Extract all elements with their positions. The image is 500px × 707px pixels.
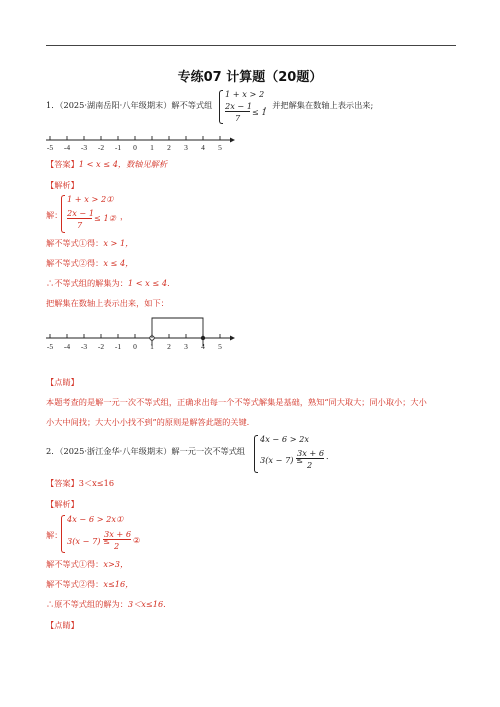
q1-axis-tick-label-0: 0 [133, 143, 137, 152]
q1-solution-brace [61, 195, 65, 233]
q2-ineq2-denominator: 2 [307, 460, 313, 470]
q2-ineq1: 4x − 6 > 2x [260, 434, 309, 444]
q1-suffix: ，并把解集在数轴上表示出来; [264, 100, 374, 110]
q1-ineq2-numerator: 2x − 1 [225, 101, 253, 111]
q2-comment-tag: 【点睛】 [46, 620, 79, 630]
q2-system-brace [254, 435, 258, 473]
q2-solution-ineq2-numerator: 3x + 6 [104, 529, 132, 539]
q2-solution-label: 解： [46, 530, 63, 540]
q1-axis-tick-label-2: 2 [167, 143, 171, 152]
q1-solution-ineq2-relation: ≤ 1② [94, 213, 117, 223]
q1-comment-tag: 【点睛】 [46, 377, 79, 387]
q1-solution-number-line [40, 314, 240, 354]
q1-ineq1: 1 + x > 2 [225, 89, 265, 99]
q1-solution-axis-tick-label--1: -1 [114, 342, 122, 351]
solution-range-bracket [152, 318, 203, 346]
q2-step1: 解不等式①得：x>3， [46, 559, 129, 569]
q1-ineq2-denominator: 7 [235, 113, 241, 123]
q1-solution-axis-tick-label-0: 0 [133, 342, 137, 351]
q1-ineq2-relation: ≤ 1 [252, 107, 267, 117]
q2-step3: ∴原不等式组的解为：3＜x≤16. [46, 599, 166, 609]
q1-step3: ∴不等式组的解集为：1 < x ≤ 4． [46, 278, 176, 288]
q1-solution-axis-tick-label--5: -5 [46, 342, 54, 351]
q2-ineq2-numerator: 3x + 6 [297, 448, 325, 458]
q1-answer-line [46, 160, 167, 168]
page-title: 专练07 计算题（20题） [177, 70, 323, 85]
q1-axis-tick-label-5: 5 [218, 143, 222, 152]
q1-solution-axis-tick-label-5: 5 [218, 342, 222, 351]
q1-solution-axis-tick-label--4: -4 [63, 342, 71, 351]
q1-solution-axis-tick-label--3: -3 [80, 342, 88, 351]
q1-analysis-tag: 【解析】 [46, 180, 79, 190]
q1-axis-tick-label--1: -1 [114, 143, 122, 152]
q1-solution-axis-tick-label-4: 4 [201, 342, 205, 351]
q1-solution-label: 解： [46, 210, 63, 220]
q1-answer: 1 < x ≤ 4，数轴见解析 [78, 159, 168, 169]
number-line-arrow [230, 138, 235, 143]
q2-solution-ineq2-left: 3(x − 7) ≤ [67, 536, 110, 546]
q1-system-brace [219, 90, 223, 124]
q1-axis-tick-label-4: 4 [201, 143, 205, 152]
q2-analysis-tag: 【解析】 [46, 499, 79, 509]
q1-comment-line2: 小大中间找；大大小小找不到”的原则是解答此题的关键. [46, 417, 250, 427]
q1-prefix: 1．（2025·湖南岳阳·八年级期末）解不等式组 [46, 100, 213, 110]
q2-solution-ineq2-denominator: 2 [114, 541, 120, 551]
q1-solution-axis-tick-label-2: 2 [167, 342, 171, 351]
header-rule [46, 45, 456, 46]
q1-number-line [40, 132, 240, 154]
q1-axis-tick-label--2: -2 [97, 143, 105, 152]
q1-axis-tick-label--5: -5 [46, 143, 54, 152]
q2-solution-ineq2-mark: ② [133, 535, 141, 545]
q2-suffix: ． [326, 451, 335, 461]
q1-solution-fraction-bar [67, 218, 92, 219]
q1-axis-tick-label--4: -4 [63, 143, 71, 152]
q1-solution-ineq2-denominator: 7 [77, 220, 83, 230]
q1-fraction-bar [225, 111, 250, 112]
q2-ineq2-left: 3(x − 7) ≤ [260, 455, 303, 465]
q1-solution-end: ， [120, 211, 129, 221]
q2-solution-ineq1: 4x − 6 > 2x① [67, 514, 124, 524]
q1-solution-axis-tick-label-1: 1 [150, 342, 154, 351]
q2-answer-tag: 【答案】 [46, 478, 79, 488]
q1-step1: 解不等式①得：x > 1， [46, 238, 134, 248]
q1-answer-tag: 【答案】 [46, 159, 79, 169]
q2-prefix: 2．（2025·浙江金华·八年级期末）解一元一次不等式组 [46, 446, 246, 456]
q1-solution-axis-tick-label--2: -2 [97, 342, 105, 351]
q1-comment-line1: 本题考查的是解一元一次不等式组，正确求出每一个不等式解集是基础，熟知“同大取大；同小取小；大小 [46, 397, 427, 407]
q1-step2: 解不等式②得：x ≤ 4， [46, 258, 134, 268]
q1-solution-axis-tick-label-3: 3 [184, 342, 188, 351]
solution-axis-arrow [230, 336, 235, 341]
q1-axis-tick-label-3: 3 [184, 143, 188, 152]
q2-step2: 解不等式②得：x≤16， [46, 579, 134, 589]
q2-solution-fraction-bar [103, 539, 131, 540]
q2-solution-brace [61, 515, 65, 553]
q2-answer-line [46, 479, 114, 487]
q1-axis-tick-label--3: -3 [80, 143, 88, 152]
q1-solution-ineq2-numerator: 2x − 1 [67, 208, 95, 218]
q2-fraction-bar [296, 458, 324, 459]
q1-solution-ineq1: 1 + x > 2① [67, 194, 114, 204]
q1-step4: 把解集在数轴上表示出来，如下： [46, 298, 169, 308]
q1-axis-tick-label-1: 1 [150, 143, 154, 152]
q2-answer: 3＜x≤16 [78, 478, 115, 488]
